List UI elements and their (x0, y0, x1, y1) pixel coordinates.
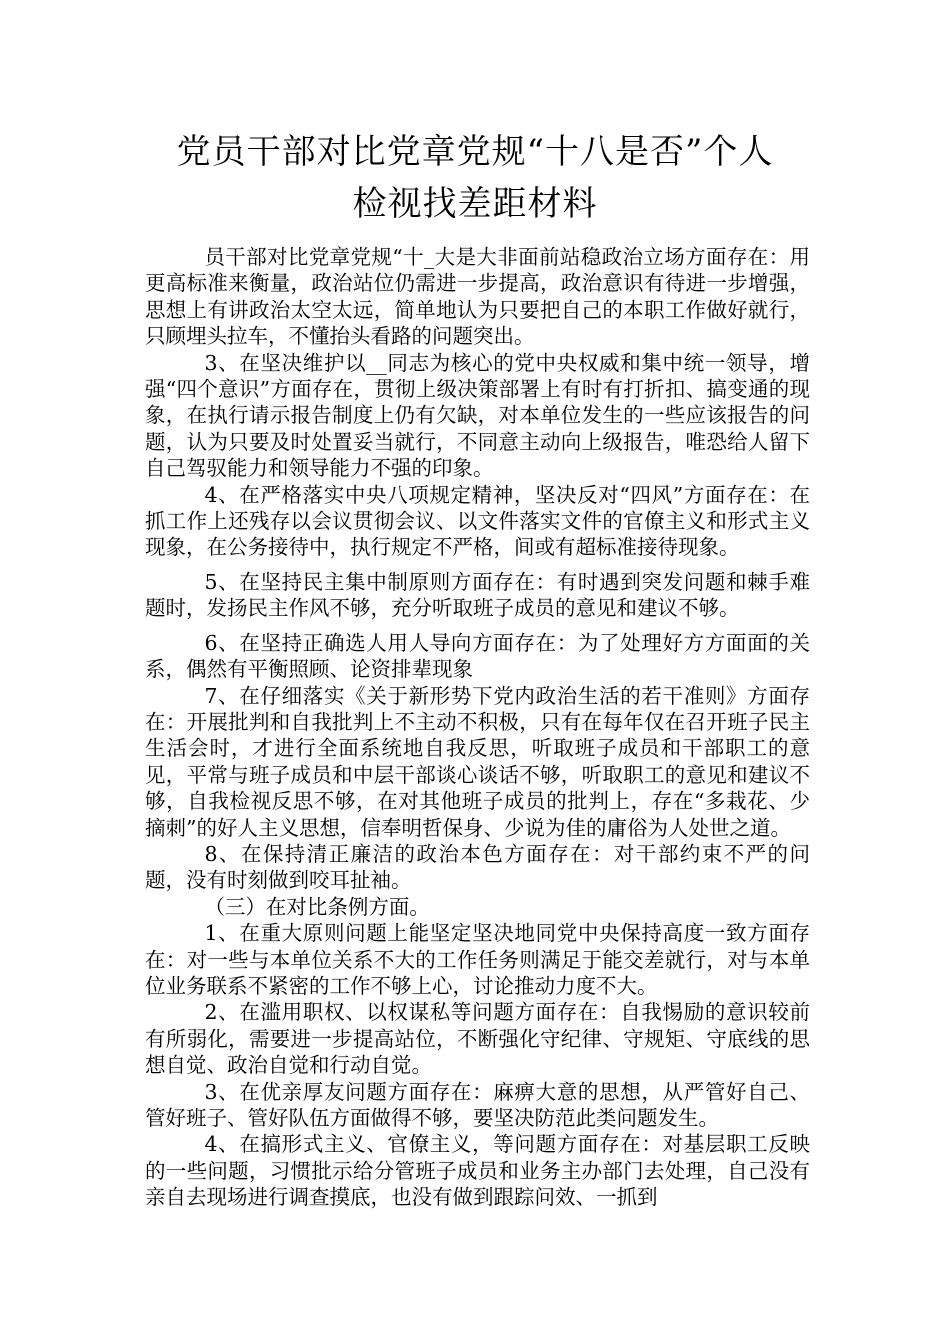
paragraph-item-7: 7、在仔细落实《关于新形势下党内政治生活的若干准则》方面存在：开展批判和自我批判上不主动不积极，只有在每年仅在召开班子民主生活会时，才进行全面系统地自我反思，听取班子成员和干部职工的意见，平常与班子成员和中层干部谈心谈话不够，听取职工的意见和建议不够，自我检视反思不够，在对其他班子成员的批判上，存在“多栽花、少摘刺”的好人主义思想，信奉明哲保身、少说为佳的庸俗为人处世之道。 (145, 683, 810, 840)
paragraph-regulation-3: 3、在优亲厚友问题方面存在：麻痹大意的思想，从严管好自己、管好班子、管好队伍方面做得不够，要坚决防范此类问题发生。 (145, 1079, 810, 1130)
paragraph-item-6: 6、在坚持正确选人用人导向方面存在：为了处理好方方面面的关系，偶然有平衡照顾、论资排辈现象 (145, 630, 810, 682)
section-heading-regulations: （三）在对比条例方面。 (204, 894, 430, 919)
paragraph-item-8: 8、在保持清正廉洁的政治本色方面存在：对干部约束不严的问题，没有时刻做到咬耳扯袖。 (145, 841, 810, 893)
paragraph-intro: 员干部对比党章党规“十_大是大非面前站稳政治立场方面存在：用更高标准来衡量，政治站位仍需进一步提高，政治意识有待进一步增强，思想上有讲政治太空太远，简单地认为只要把自己的本职工作做好就行，只顾埋头拉车，不懂抬头看路的问题突出。 (145, 245, 810, 349)
title-line-2: 检视找差距材料 (352, 184, 598, 224)
paragraph-regulation-2: 2、在滥用职权、以权谋私等问题方面存在：自我惕励的意识较前有所弱化，需要进一步提高站位，不断强化守纪律、守规矩、守底线的思想自觉、政治自觉和行动自觉。 (145, 1000, 810, 1078)
paragraph-item-4: 4、在严格落实中央八项规定精神，坚决反对“四风”方面存在：在抓工作上还残存以会议贯彻会议、以文件落实文件的官僚主义和形式主义现象，在公务接待中，执行规定不严格，间或有超标准接待现象。 (145, 482, 810, 560)
document-body (145, 244, 810, 1211)
document-title (90, 126, 860, 230)
paragraph-item-5: 5、在坚持民主集中制原则方面存在：有时遇到突发问题和棘手难题时，发扬民主作风不够，充分听取班子成员的意见和建议不够。 (145, 569, 810, 621)
paragraph-item-3: 3、在坚决维护以__同志为核心的党中央权威和集中统一领导，增强“四个意识”方面存在，贯彻上级决策部署上有时有打折扣、搞变通的现象，在执行请示报告制度上仍有欠缺，对本单位发生的一些应该报告的问题，认为只要及时处置妥当就行，不同意主动向上级报告，唯恐给人留下自己驾驭能力和领导能力不强的印象。 (145, 350, 810, 481)
paragraph-regulation-4: 4、在搞形式主义、官僚主义，等问题方面存在：对基层职工反映的一些问题，习惯批示给分管班子成员和业务主办部门去处理，自己没有亲自去现场进行调查摸底，也没有做到跟踪问效、一抓到 (145, 1132, 810, 1210)
title-line-1: 党员干部对比党章党规“十八是否”个人 (176, 132, 774, 172)
paragraph-regulation-1: 1、在重大原则问题上能坚定坚决地同党中央保持高度一致方面存在：对一些与本单位关系不大的工作任务则满足于能交差就行，对与本单位业务联系不紧密的工作不够上心，讨论推动力度不大。 (145, 921, 810, 998)
